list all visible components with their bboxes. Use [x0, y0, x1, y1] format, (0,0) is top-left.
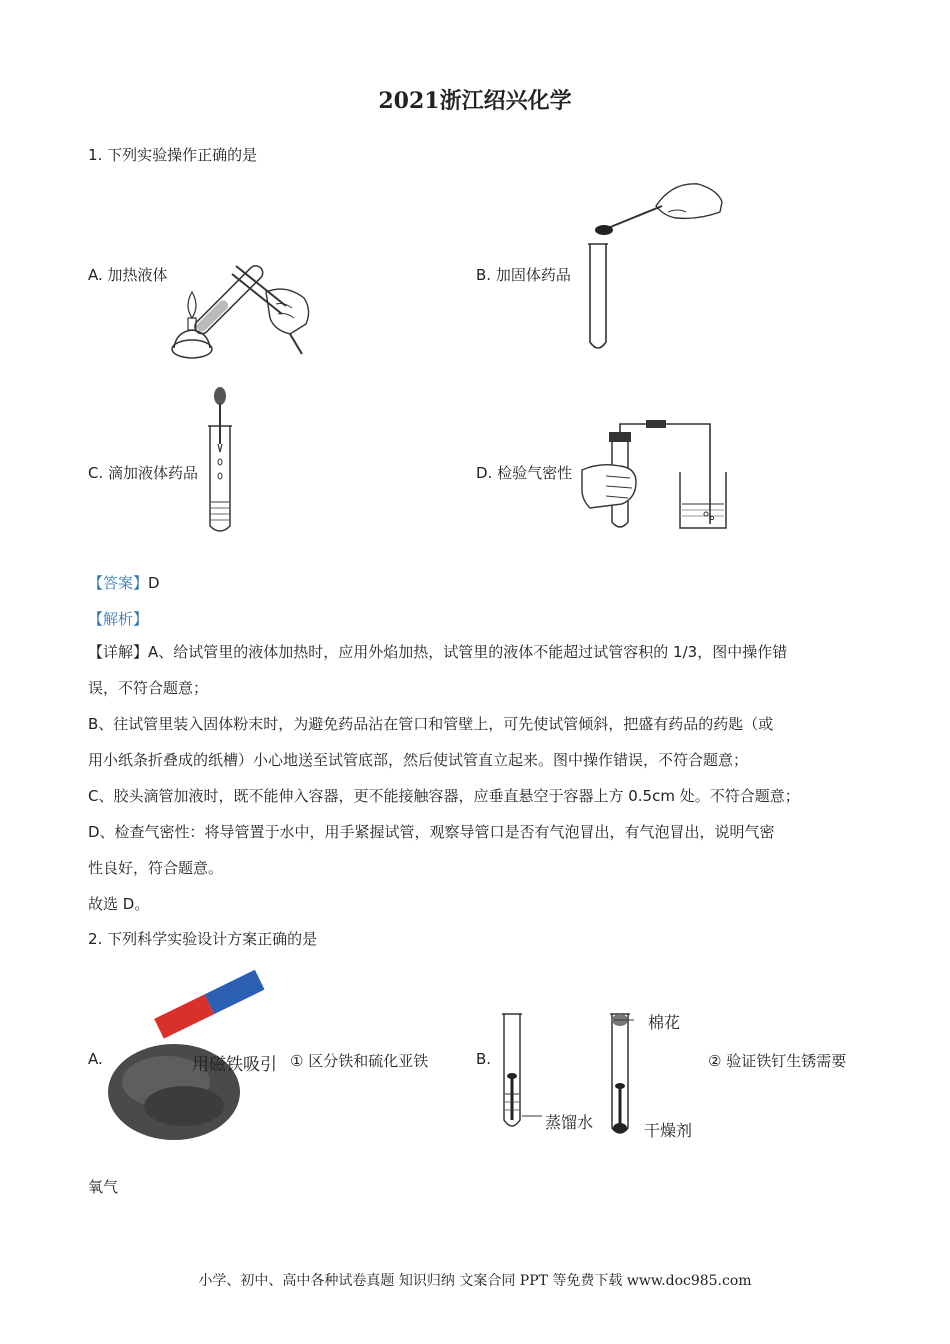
detail-tag: 【详解】 — [88, 643, 149, 661]
q2-figure-label-desiccant: 干燥剂 — [644, 1121, 693, 1140]
detail-line: C、胶头滴管加液时，既不能伸入容器，更不能接触容器，应垂直悬空于容器上方 0.5cm 处。不符合题意； — [88, 787, 800, 805]
q2-stem: 2. 下列科学实验设计方案正确的是 — [88, 930, 318, 948]
q2-option-a-letter: A. — [88, 1050, 103, 1068]
q1-option-c: C. 滴加液体药品 — [88, 464, 199, 482]
page-footer: 小学、初中、高中各种试卷真题 知识归纳 文案合同 PPT 等免费下载 www.doc985.com — [198, 1273, 752, 1289]
q1-figure-airtightness — [580, 420, 730, 532]
q1-stem: 1. 下列实验操作正确的是 — [88, 146, 258, 164]
q1-option-b: B. 加固体药品 — [476, 266, 571, 284]
detail-line: 用小纸条折叠成的纸槽）小心地送至试管底部，然后使试管直立起来。图中操作错误，不符合题意； — [88, 751, 749, 769]
detail-line: A、给试管里的液体加热时，应用外焰加热，试管里的液体不能超过试管容积的 1/3，图中操作错 — [148, 643, 788, 661]
answer-value: D — [148, 574, 160, 592]
q2-figure-magnet-label: 用磁铁吸引 — [192, 1055, 277, 1075]
q1-option-a: A. 加热液体 — [88, 266, 168, 284]
q2-option-b-text: ② 验证铁钉生锈需要 — [708, 1052, 847, 1070]
analysis-tag: 【解析】 — [88, 610, 149, 628]
q1-option-d: D. 检验气密性 — [476, 464, 573, 482]
q2-figure-label-water: 蒸馏水 — [545, 1113, 594, 1132]
detail-line: 误，不符合题意； — [88, 679, 209, 697]
q2-option-a-text: ① 区分铁和硫化亚铁 — [290, 1052, 429, 1070]
detail-line: 性良好，符合题意。 — [88, 859, 224, 877]
q1-figure-adding-solid — [586, 178, 726, 356]
q1-figure-heating-liquid — [166, 244, 316, 362]
answer-tag: 【答案】 — [88, 574, 149, 592]
detail-line: D、检查气密性：将导管置于水中，用手紧握试管，观察导管口是否有气泡冒出，有气泡冒出，说明气密 — [88, 823, 775, 841]
q2-figure-label-cotton: 棉花 — [648, 1013, 681, 1032]
page-title: 2021浙江绍兴化学 — [378, 88, 572, 114]
q2-option-b-text-cont: 氧气 — [88, 1178, 119, 1196]
conclusion: 故选 D。 — [88, 895, 150, 913]
q2-option-b-letter: B. — [476, 1050, 492, 1068]
detail-line: B、往试管里装入固体粉末时，为避免药品沾在管口和管壁上，可先使试管倾斜，把盛有药品的药匙（或 — [88, 715, 774, 733]
q1-figure-dropping-liquid — [204, 386, 236, 534]
